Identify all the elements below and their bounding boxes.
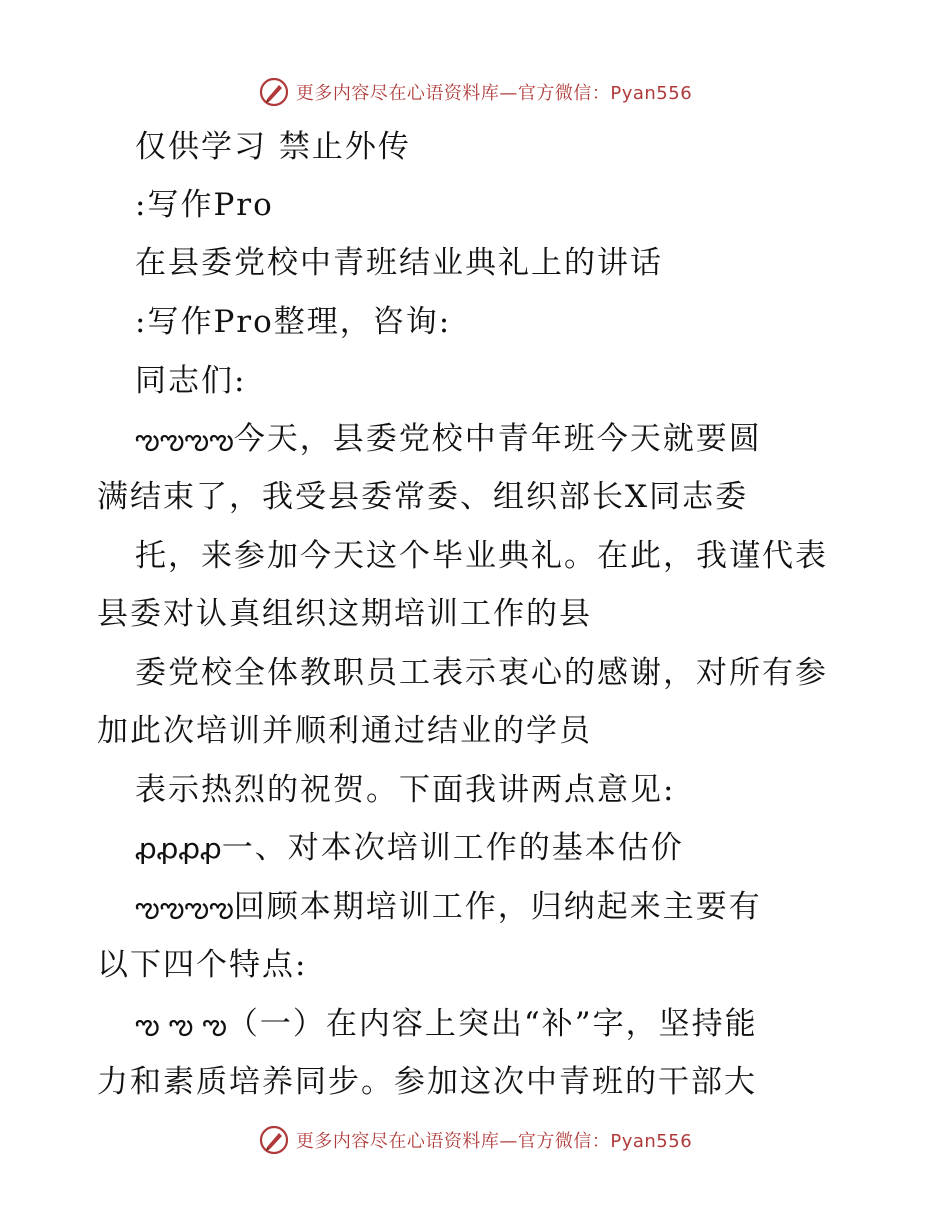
line-text: 回顾本期培训工作，归纳起来主要有 — [233, 889, 762, 925]
section-heading — [135, 819, 684, 877]
text-line: 委党校全体教职员工表示衷心的感谢，对所有参 — [135, 655, 828, 691]
text-line: 仅供学习 禁止外传 — [135, 129, 411, 165]
pen-circle-logo-icon — [258, 76, 290, 108]
swirl-ornament-icon: ఌఌఌఌ — [135, 891, 234, 924]
text-line: 满结束了，我受县委常委、组织部长X同志委 — [97, 479, 749, 515]
text-line: 托，来参加今天这个毕业典礼。在此，我谨代表 — [135, 538, 828, 574]
text-line — [135, 410, 762, 468]
swirl-ornament-icon: ఌ ఌ ఌ — [135, 1008, 227, 1041]
wave-ornament-icon: ꝓꝓꝓꝓ — [135, 832, 222, 865]
text-line — [135, 878, 762, 936]
line-text: 今天，县委党校中青年班今天就要圆 — [233, 421, 762, 457]
pen-circle-logo-icon — [258, 1124, 290, 1156]
watermark-text: 更多内容尽在心语资料库—官方微信：Pyan556 — [295, 1131, 693, 1152]
watermark-text: 更多内容尽在心语资料库—官方微信：Pyan556 — [295, 83, 693, 104]
text-line: 表示热烈的祝贺。下面我讲两点意见: — [135, 772, 676, 808]
text-line: :写作Pro — [135, 187, 274, 223]
text-line: 以下四个特点: — [97, 947, 308, 983]
text-line: 力和素质培养同步。参加这次中青班的干部大 — [97, 1064, 757, 1100]
text-line: 在县委党校中青班结业典礼上的讲话 — [135, 245, 663, 281]
text-line — [135, 995, 758, 1053]
line-text: 一、对本次培训工作的基本估价 — [221, 830, 684, 866]
line-text: （一）在内容上突出“补”字，坚持能 — [226, 1006, 758, 1042]
text-line: 县委对认真组织这期培训工作的县 — [97, 596, 592, 632]
text-line: 加此次培训并顺利通过结业的学员 — [97, 713, 592, 749]
footer-watermark — [0, 1120, 950, 1160]
text-line: 同志们: — [135, 363, 247, 399]
swirl-ornament-icon: ఌఌఌఌ — [135, 423, 234, 456]
text-line: :写作Pro整理，咨询: — [135, 304, 452, 340]
header-watermark — [0, 72, 950, 112]
